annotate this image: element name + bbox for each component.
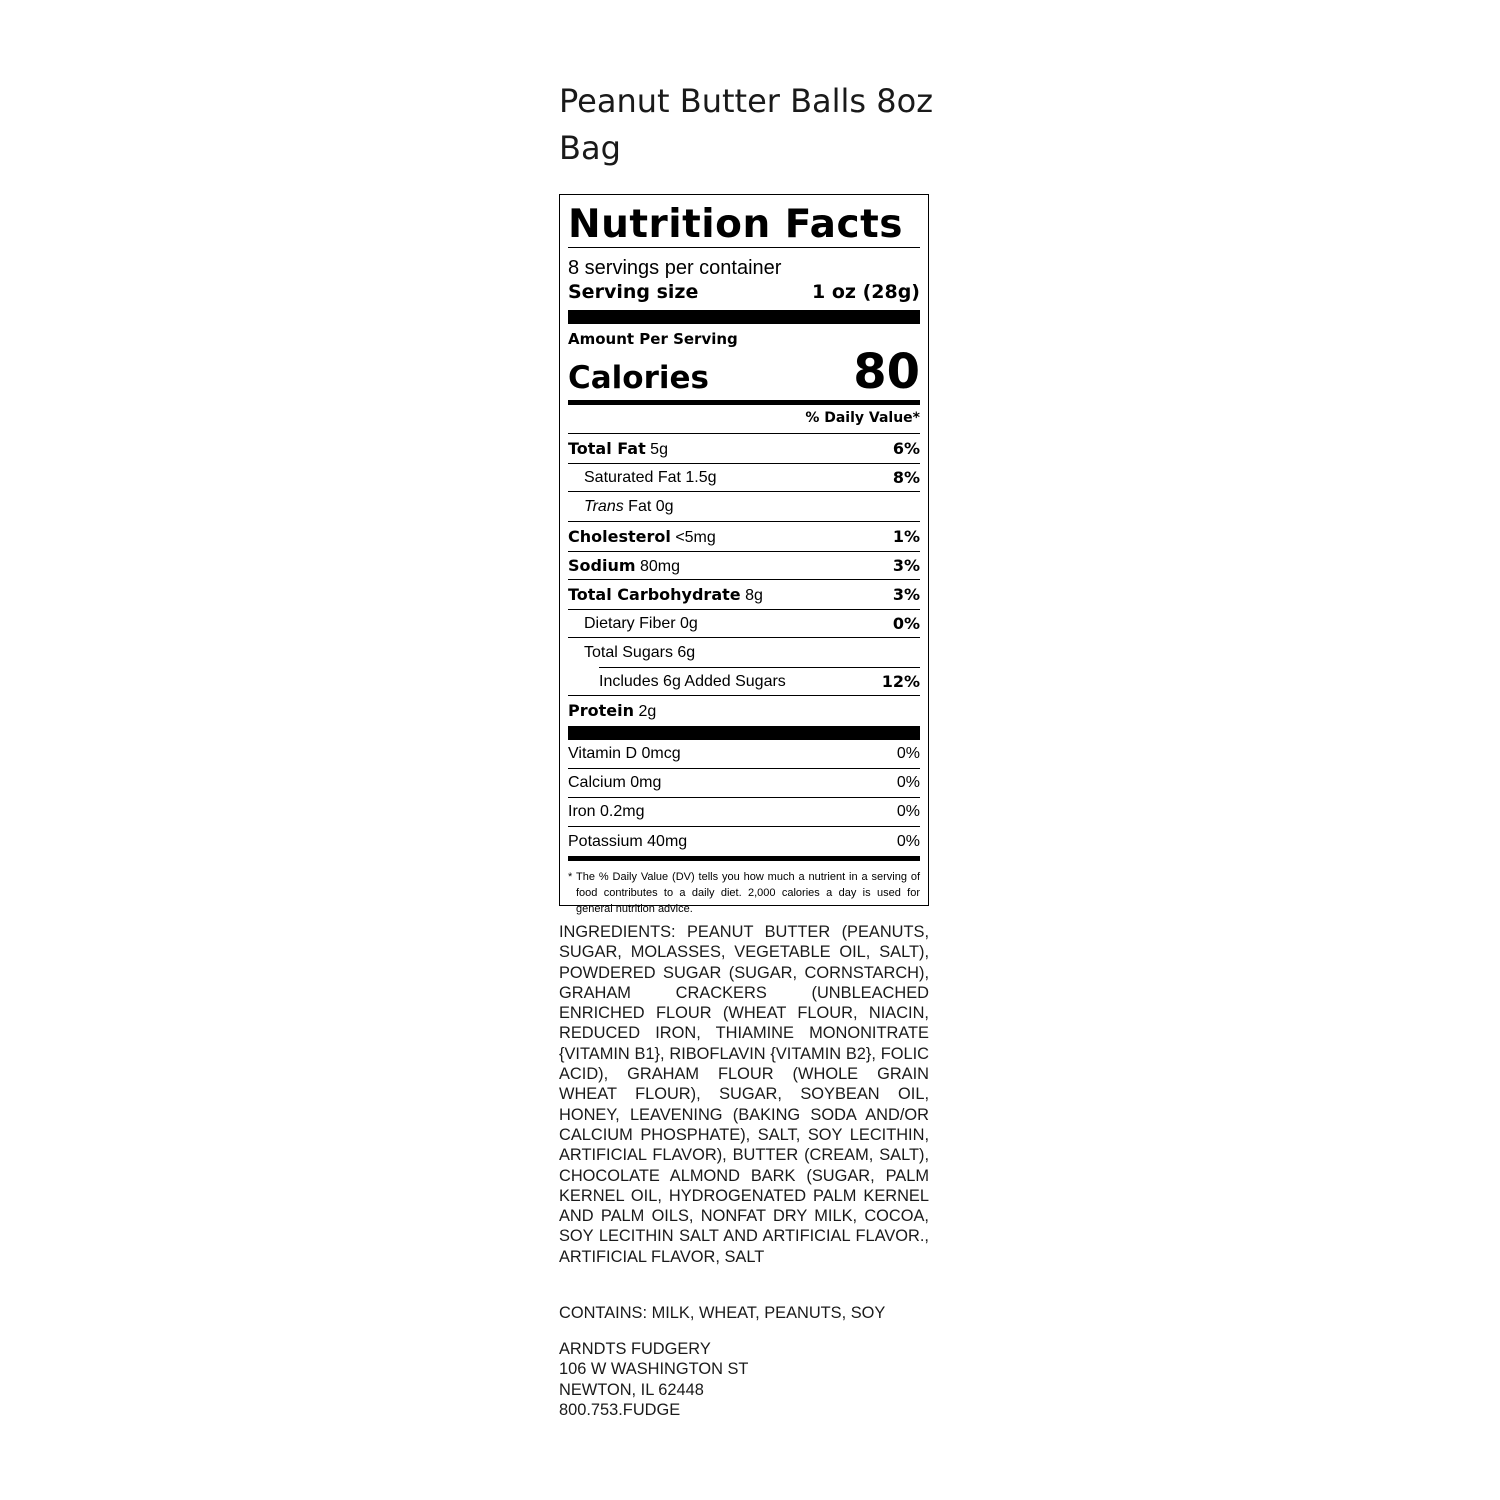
nutrient-label: Calcium 0mg	[568, 774, 662, 791]
ingredients-text: INGREDIENTS: PEANUT BUTTER (PEANUTS, SUGAR, MOLASSES, VEGETABLE OIL, SALT), POWDERED SUGAR (SUGAR, CORNSTARCH), GRAHAM CRACKERS (UNBLEACHED ENRICHED FLOUR (WHEAT FLOUR, NIACIN, REDUCED IRON, THIAMINE MONONITRATE {VITAMIN B1}, RIBOFLAVIN {VITAMIN B2}, FOLIC ACID), GRAHAM FLOUR (WHOLE GRAIN WHEAT FLOUR), SUGAR, SOYBEAN OIL, HONEY, LEAVENING (BAKING SODA AND/OR CALCIUM PHOSPHATE), SALT, SOY LECITHIN, ARTIFICIAL FLAVOR), BUTTER (CREAM, SALT), CHOCOLATE ALMOND BARK (SUGAR, PALM KERNEL OIL, HYDROGENATED PALM KERNEL AND PALM OILS, NONFAT DRY MILK, COCOA, SOY LECITHIN SALT AND ARTIFICIAL FLAVOR., ARTIFICIAL FLAVOR, SALT	[559, 923, 929, 1266]
serving-size-label: Serving size	[568, 281, 699, 303]
nutrient-dv: 6%	[892, 439, 920, 458]
nutrient-row-total-sugars	[568, 638, 920, 668]
nutrient-row-dietary-fiber	[568, 610, 920, 638]
divider	[568, 247, 920, 248]
daily-value-header: % Daily Value*	[568, 405, 920, 434]
manufacturer-street: 106 W WASHINGTON ST	[559, 1360, 749, 1379]
nutrient-row-total-carbohydrate	[568, 580, 920, 610]
nutrient-row-added-sugars	[568, 668, 920, 696]
allergen-statement: CONTAINS: MILK, WHEAT, PEANUTS, SOY	[559, 1304, 886, 1322]
nutrient-row-sodium	[568, 552, 920, 580]
nutrient-amount: <5mg	[675, 528, 716, 546]
nutrient-amount: 8g	[745, 586, 763, 604]
calories-label: Calories	[568, 360, 709, 396]
nutrient-dv: 0%	[892, 614, 920, 633]
footnote-star: *	[568, 871, 573, 883]
vitamin-row-iron	[568, 798, 920, 827]
serving-size-row	[568, 280, 920, 304]
divider-heavy	[568, 310, 920, 324]
nutrient-label: Total Carbohydrate	[568, 584, 741, 604]
calories-row	[568, 344, 920, 400]
nutrient-row-total-fat	[568, 434, 920, 464]
daily-value-footnote	[568, 869, 920, 917]
nutrient-row-protein	[568, 696, 920, 726]
nutrient-amount: 2g	[638, 703, 657, 720]
footnote-text: The % Daily Value (DV) tells you how much a nutrient in a serving of food contributes to a daily diet. 2,000 calories a day is used for general nutrition advice.	[576, 871, 920, 915]
vitamin-row-vitamin-d	[568, 740, 920, 769]
amount-per-serving: Amount Per Serving	[568, 330, 738, 348]
manufacturer-phone: 800.753.FUDGE	[559, 1400, 681, 1419]
nutrient-row-cholesterol	[568, 522, 920, 552]
nutrient-label: Dietary Fiber 0g	[584, 614, 698, 632]
nutrient-dv: 0%	[896, 803, 920, 820]
nutrient-label: Sodium	[568, 555, 636, 575]
nutrient-dv: 3%	[892, 556, 920, 575]
nutrient-label: Includes 6g Added Sugars	[599, 672, 786, 690]
nutrient-amount: 80mg	[639, 557, 680, 575]
nutrient-row-saturated-fat	[568, 464, 920, 492]
manufacturer-name: ARNDTS FUDGERY	[559, 1340, 711, 1358]
nutrient-dv: 1%	[892, 527, 920, 546]
nutrient-dv: 0%	[896, 774, 920, 791]
divider-medium	[568, 856, 920, 861]
nutrient-amount: 5g	[650, 440, 668, 458]
nutrient-label-italic: Trans	[584, 497, 624, 515]
vitamin-row-calcium	[568, 769, 920, 798]
product-title: Peanut Butter Balls 8oz Bag	[559, 82, 933, 167]
nutrient-label: Iron 0.2mg	[568, 803, 645, 820]
nutrient-label: Protein	[568, 701, 634, 720]
nutrient-label: Fat 0g	[628, 497, 674, 515]
nutrition-facts-heading: Nutrition Facts	[568, 202, 903, 247]
nutrient-row-trans-fat	[568, 492, 920, 522]
nutrient-dv: 12%	[881, 672, 920, 691]
nutrient-label: Potassium 40mg	[568, 832, 688, 850]
nutrient-dv: 0%	[896, 832, 920, 850]
nutrition-facts-panel	[559, 194, 929, 915]
nutrient-dv: 0%	[896, 745, 920, 762]
manufacturer-address	[559, 1339, 929, 1420]
nutrient-dv: 8%	[892, 468, 920, 487]
vitamin-row-potassium	[568, 827, 920, 856]
nutrient-dv: 3%	[892, 585, 920, 604]
nutrient-label: Cholesterol	[568, 526, 671, 546]
nutrient-label: Total Fat	[568, 438, 646, 458]
calories-value: 80	[853, 344, 920, 400]
nutrient-label: Vitamin D 0mcg	[568, 745, 681, 762]
manufacturer-city: NEWTON, IL 62448	[559, 1380, 704, 1399]
serving-size-value: 1 oz (28g)	[812, 281, 920, 303]
servings-per-container: 8 servings per container	[568, 257, 782, 279]
nutrient-label: Total Sugars 6g	[584, 644, 696, 661]
divider-heavy	[568, 726, 920, 740]
nutrient-label: Saturated Fat 1.5g	[584, 468, 717, 486]
